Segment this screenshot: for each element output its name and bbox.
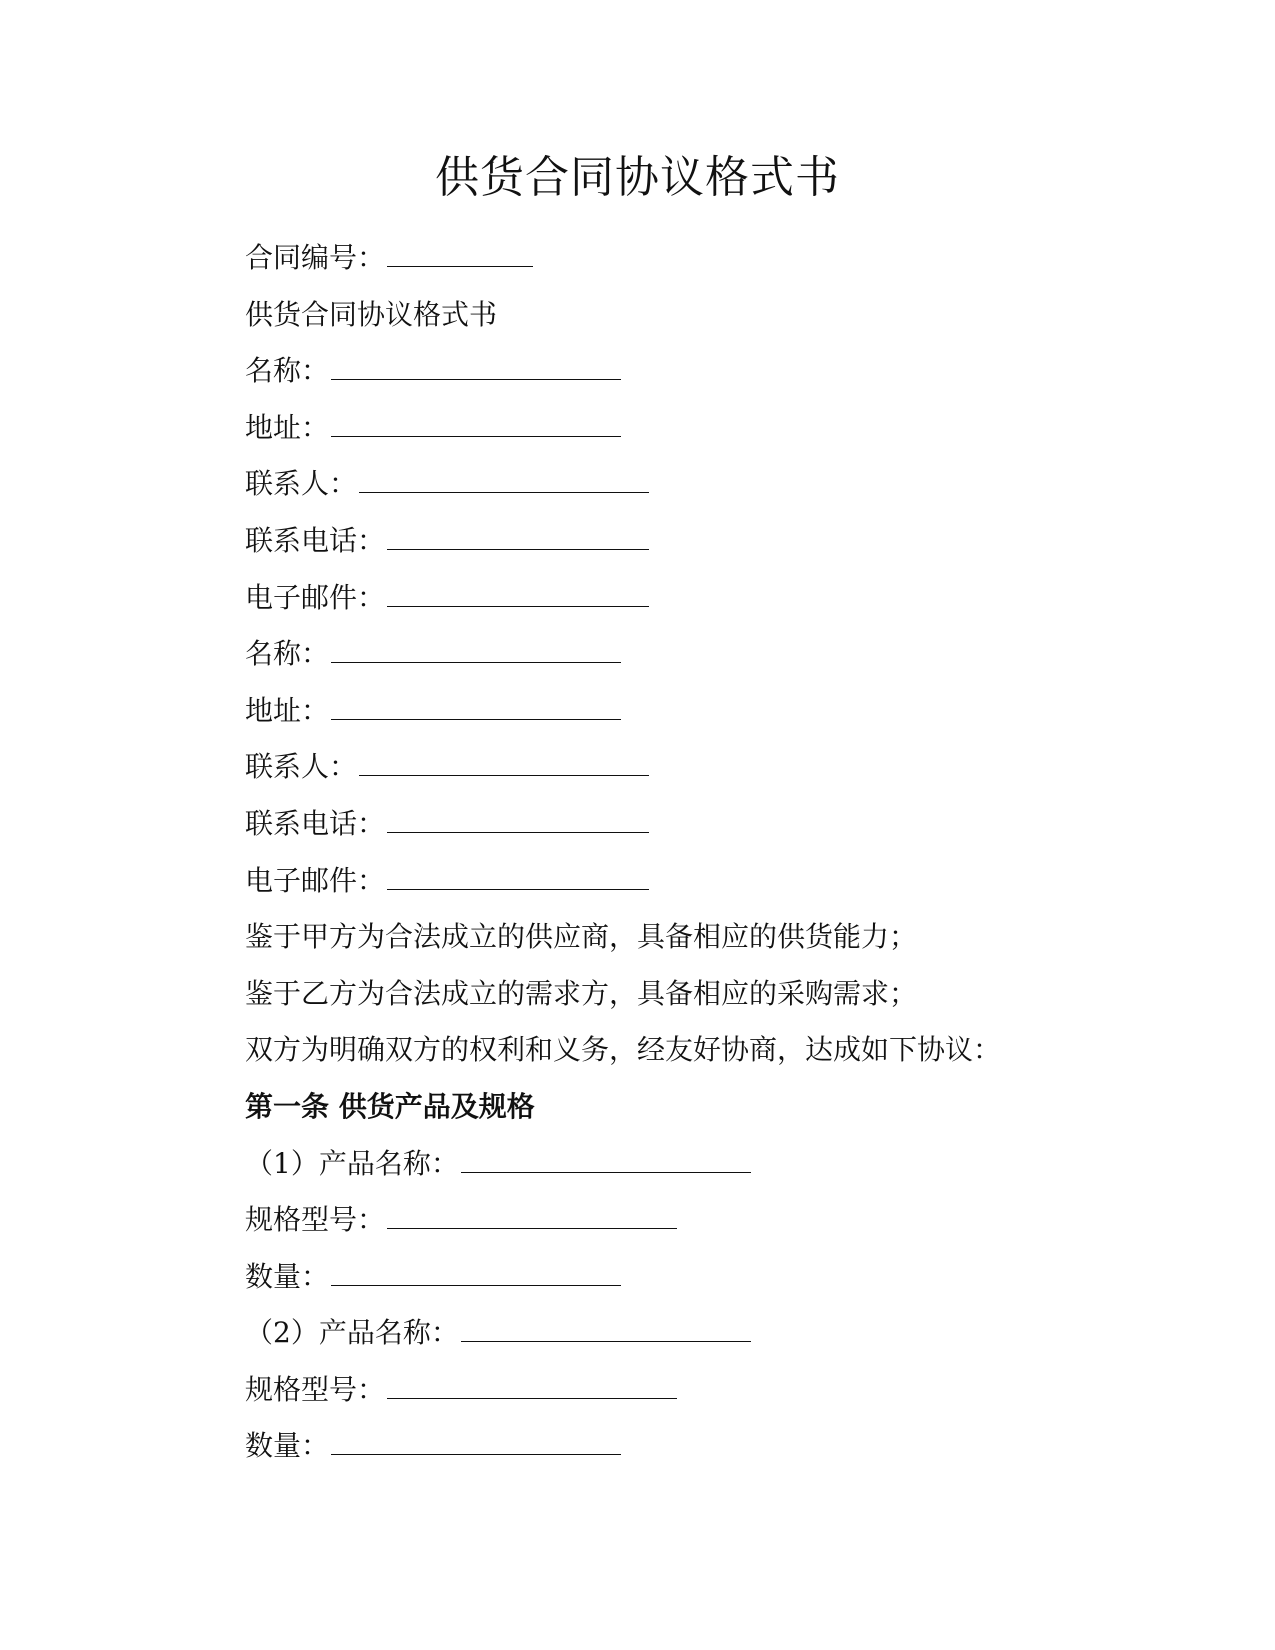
fill-in-blank[interactable] — [331, 1267, 621, 1286]
paragraph-text: 双方为明确双方的权利和义务，经友好协商，达成如下协议： — [245, 1033, 1002, 1067]
fill-in-blank[interactable] — [387, 871, 649, 890]
paragraph-text: 鉴于甲方为合法成立的供应商，具备相应的供货能力； — [245, 920, 918, 954]
document-paragraph — [245, 966, 1065, 1023]
form-field-line — [245, 1192, 1065, 1249]
paragraph-text: 供货合同协议格式书 — [245, 297, 498, 331]
document-paragraph — [245, 1022, 1065, 1079]
field-label: 名称： — [245, 354, 330, 388]
form-field-line — [245, 626, 1065, 683]
fill-in-blank[interactable] — [331, 1436, 621, 1455]
fill-in-blank[interactable] — [461, 1323, 751, 1342]
document-title: 供货合同协议格式书 — [435, 152, 840, 203]
field-label: 规格型号： — [245, 1372, 386, 1406]
fill-in-blank[interactable] — [331, 644, 621, 663]
form-field-line — [245, 1305, 1065, 1362]
field-label: 数量： — [245, 1429, 330, 1463]
field-label: 数量： — [245, 1259, 330, 1293]
fill-in-blank[interactable] — [387, 588, 649, 607]
fill-in-blank[interactable] — [331, 418, 621, 437]
field-label: 联系人： — [245, 467, 358, 501]
fill-in-blank[interactable] — [331, 701, 621, 720]
field-label: （1）产品名称： — [245, 1146, 459, 1180]
field-label: 联系电话： — [245, 523, 386, 557]
fill-in-blank[interactable] — [387, 531, 649, 550]
field-label: 地址： — [245, 410, 330, 444]
field-label: 电子邮件： — [245, 580, 386, 614]
field-label: （2）产品名称： — [245, 1316, 459, 1350]
form-field-line — [245, 1136, 1065, 1193]
section-heading — [245, 1079, 1065, 1136]
field-label: 联系电话： — [245, 806, 386, 840]
field-label: 地址： — [245, 693, 330, 727]
document-paragraph — [245, 909, 1065, 966]
field-label: 合同编号： — [245, 241, 386, 274]
fill-in-blank[interactable] — [387, 248, 533, 267]
fill-in-blank[interactable] — [359, 757, 649, 776]
field-label: 联系人： — [245, 750, 358, 784]
form-field-line — [245, 1418, 1065, 1475]
form-field-line — [245, 513, 1065, 570]
form-field-line — [245, 683, 1065, 740]
field-label: 电子邮件： — [245, 863, 386, 897]
fill-in-blank[interactable] — [387, 814, 649, 833]
form-field-line — [245, 456, 1065, 513]
document-body — [245, 230, 1065, 1475]
form-field-line — [245, 796, 1065, 853]
fill-in-blank[interactable] — [359, 474, 649, 493]
fill-in-blank[interactable] — [387, 1380, 677, 1399]
form-field-line — [245, 853, 1065, 910]
form-field-line — [245, 230, 1065, 287]
document-paragraph — [245, 287, 1065, 344]
fill-in-blank[interactable] — [331, 361, 621, 380]
form-field-line — [245, 343, 1065, 400]
field-label: 名称： — [245, 637, 330, 671]
paragraph-text: 鉴于乙方为合法成立的需求方，具备相应的采购需求； — [245, 976, 918, 1010]
fill-in-blank[interactable] — [387, 1210, 677, 1229]
form-field-line — [245, 739, 1065, 796]
field-label: 规格型号： — [245, 1203, 386, 1237]
form-field-line — [245, 1249, 1065, 1306]
form-field-line — [245, 570, 1065, 627]
form-field-line — [245, 400, 1065, 457]
paragraph-text: 第一条 供货产品及规格 — [245, 1089, 535, 1123]
fill-in-blank[interactable] — [461, 1154, 751, 1173]
form-field-line — [245, 1362, 1065, 1419]
